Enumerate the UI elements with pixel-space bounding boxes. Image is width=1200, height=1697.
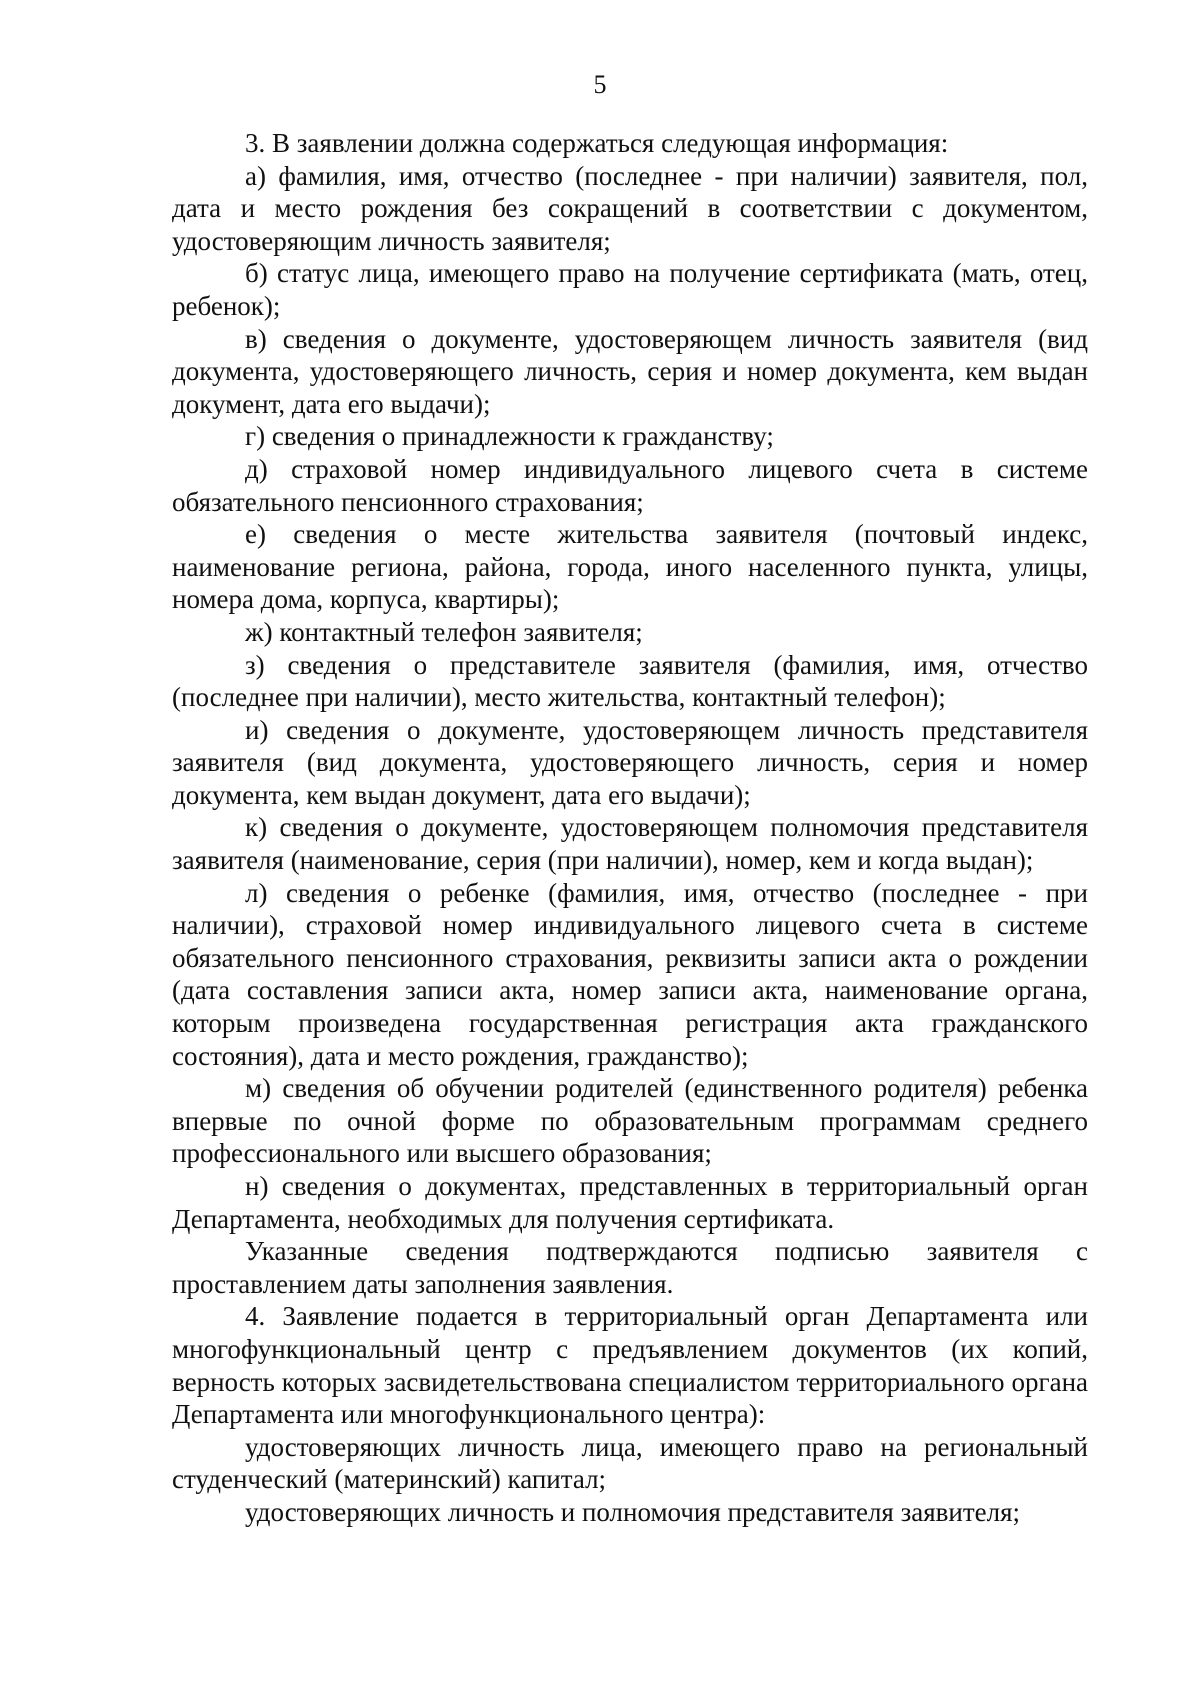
paragraph-subitem-i: и) сведения о документе, удостоверяющем личность представителя заявителя (вид документа, удостоверяющего личность, серия и номер документа, кем выдан документ, дата его выдачи); (172, 714, 1088, 810)
paragraph-subitem-n: н) сведения о документах, представленных в территориальный орган Департамента, необходимых для получения сертификата. (172, 1171, 1088, 1234)
paragraph-item-3-header: 3. В заявлении должна содержаться следующая информация: (245, 128, 949, 158)
paragraph-subitem-z: з) сведения о представителе заявителя (фамилия, имя, отчество (последнее при наличии), место жительства, контактный телефон); (172, 649, 1088, 713)
paragraph-subitem-v: в) сведения о документе, удостоверяющем личность заявителя (вид документа, удостоверяющего личность, серия и номер документа, кем выдан документ, дата его выдачи); (172, 323, 1088, 419)
paragraph-item-4: 4. Заявление подается в территориальный орган Департамента или многофункциональный центр с предъявлением документов (их копий, верность которых засвидетельствована специалистом территориального органа Департамента или многофункционального центра): (172, 1301, 1088, 1430)
paragraph-item-4-list-1: удостоверяющих личность лица, имеющего право на региональный студенческий (материнский) капитал; (172, 1431, 1088, 1495)
paragraph-subitem-e: е) сведения о месте жительства заявителя (почтовый индекс, наименование региона, района, города, иного населенного пункта, улицы, номера дома, корпуса, квартиры); (172, 519, 1088, 615)
paragraph-subitem-m: м) сведения об обучении родителей (единственного родителя) ребенка впервые по очной форме по образовательным программам среднего профессионального или высшего образования; (172, 1073, 1088, 1169)
paragraph-item-4-list-2: удостоверяющих личность и полномочия представителя заявителя; (245, 1496, 1021, 1527)
paragraph-subitem-k: к) сведения о документе, удостоверяющем полномочия представителя заявителя (наименование, серия (при наличии), номер, кем и когда выдан); (172, 812, 1088, 876)
paragraph-subitem-b: б) статус лица, имеющего право на получение сертификата (мать, отец, ребенок); (172, 258, 1088, 321)
paragraph-subitem-zh: ж) контактный телефон заявителя; (245, 616, 643, 647)
paragraph-subitem-d: д) страховой номер индивидуального лицевого счета в системе обязательного пенсионного страхования; (172, 453, 1088, 517)
page-number: 5 (593, 70, 607, 99)
paragraph-subitem-l: л) сведения о ребенке (фамилия, имя, отчество (последнее - при наличии), страховой номер индивидуального лицевого счета в системе обязательного пенсионного страхования, реквизиты записи акта о рождении (дата составления записи акта, номер записи акта, наименование органа, которым произведена государственная регистрация акта гражданского состояния), дата и место рождения, гражданство); (172, 877, 1088, 1071)
paragraph-subitem-g: г) сведения о принадлежности к гражданству; (245, 421, 774, 452)
paragraph-subitem-a: а) фамилия, имя, отчество (последнее - при наличии) заявителя, пол, дата и место рождения без сокращений в соответствии с документом, удостоверяющим личность заявителя; (172, 160, 1088, 256)
paragraph-signature-note: Указанные сведения подтверждаются подписью заявителя с проставлением даты заполнения заявления. (172, 1236, 1088, 1299)
document-body (172, 127, 1088, 1529)
